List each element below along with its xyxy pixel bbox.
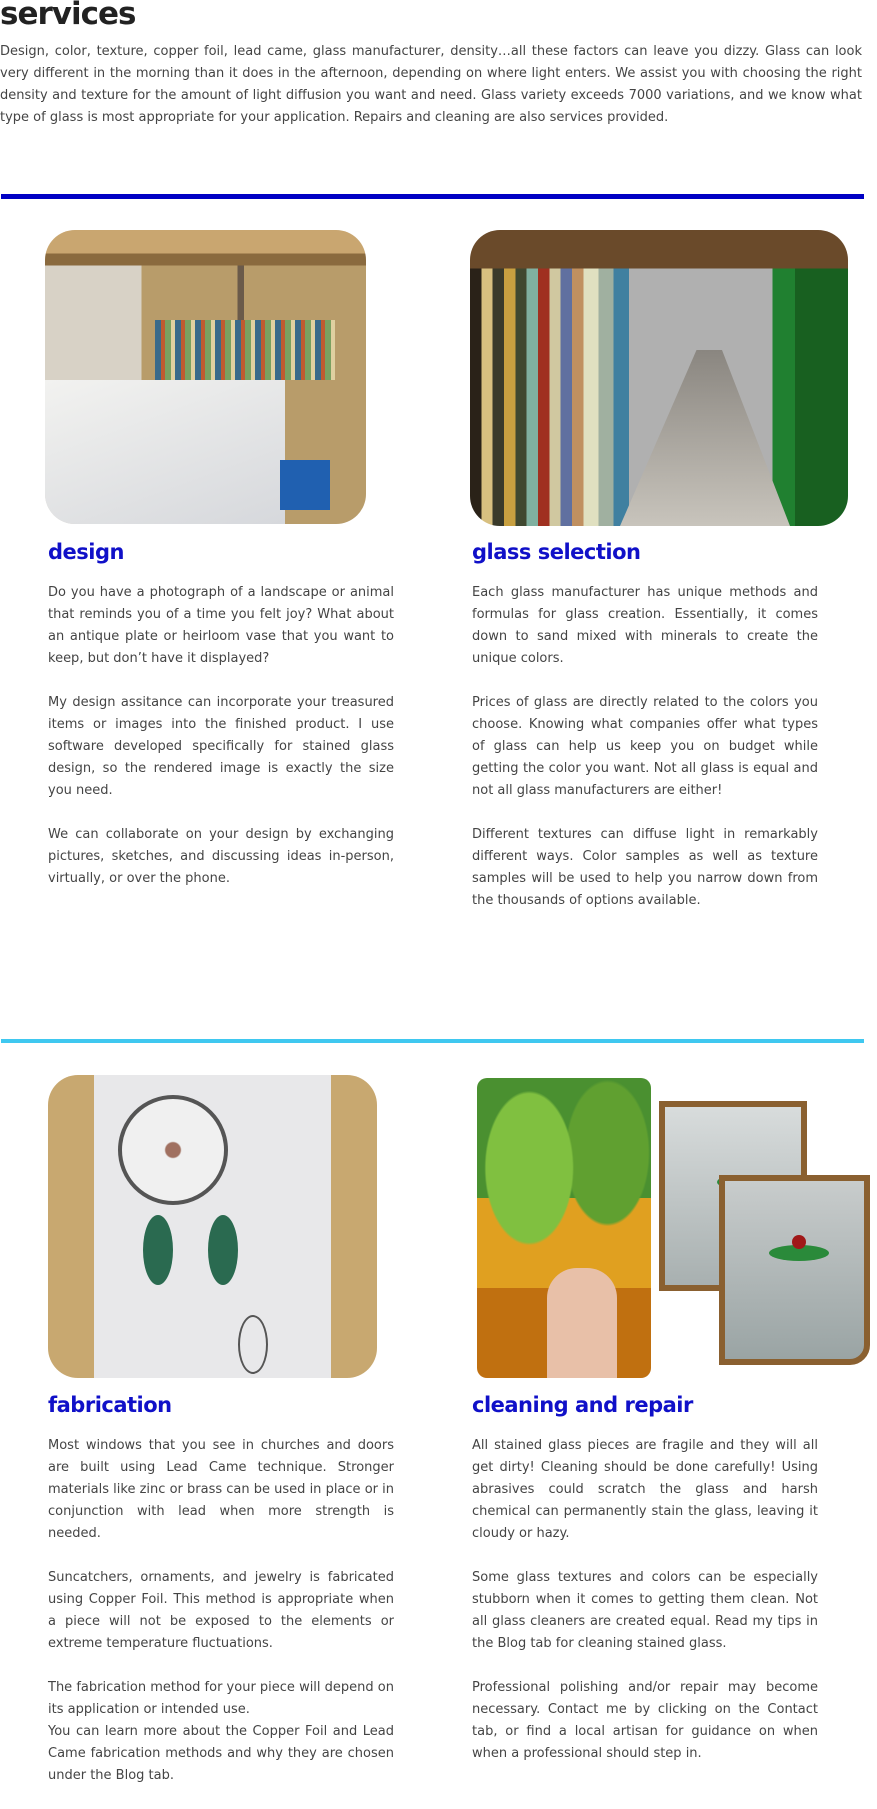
fabrication-text	[48, 1435, 394, 1809]
cleaning-heading: cleaning and repair	[472, 1393, 693, 1417]
divider-top	[1, 194, 864, 199]
design-paragraph: We can collaborate on your design by exchanging pictures, sketches, and discussing ideas in-person, virtually, or over the phone.	[48, 827, 394, 886]
design-paragraph: Do you have a photograph of a landscape or animal that reminds you of a time you felt joy? What about an antique plate or heirloom vase that you want to keep, but don’t have it displayed?	[48, 585, 394, 666]
fabrication-paragraph: The fabrication method for your piece will depend on its application or intended use.	[48, 1680, 394, 1717]
divider-middle	[1, 1039, 864, 1043]
glass-selection-text	[472, 582, 818, 934]
fabrication-paragraph: Most windows that you see in churches and doors are built using Lead Came technique. Stronger materials like zinc or brass can be used in place or in conjunction with lead when more strength is needed.	[48, 1438, 394, 1541]
design-workshop-photo	[45, 230, 366, 524]
glass-selection-paragraph: Different textures can diffuse light in remarkably different ways. Color samples as well as texture samples will be used to help you narrow down from the thousands of options available.	[472, 827, 818, 908]
cleaning-glass-photo	[477, 1078, 651, 1378]
cleaning-paragraph: Professional polishing and/or repair may become necessary. Contact me by clicking on the Contact tab, or find a local artisan for guidance on when when a professional should step in.	[472, 1680, 818, 1761]
fabrication-dreamcatcher-photo	[48, 1075, 377, 1378]
design-paragraph: My design assitance can incorporate your treasured items or images into the finished product. I use software developed specifically for stained glass design, so the rendered image is exactly the size you need.	[48, 695, 394, 798]
intro-paragraph: Design, color, texture, copper foil, lead came, glass manufacturer, density…all these factors can leave you dizzy. Glass can look very different in the morning than it does in the afternoon, depending on where light enters. We assist you with choosing the right density and texture for the amount of light diffusion you want and need. Glass variety exceeds 7000 variations, and we know what type of glass is most appropriate for your application. Repairs and cleaning are also services provided.	[0, 44, 862, 125]
design-text	[48, 582, 394, 912]
glass-selection-heading: glass selection	[472, 540, 641, 564]
fabrication-paragraph: You can learn more about the Copper Foil and Lead Came fabrication methods and why they are chosen under the Blog tab.	[48, 1724, 394, 1783]
design-heading: design	[48, 540, 124, 564]
cleaning-paragraph: Some glass textures and colors can be especially stubborn when it comes to getting them clean. Not all glass cleaners are created equal. Read my tips in the Blog tab for cleaning stained glass.	[472, 1570, 818, 1651]
fabrication-paragraph: Suncatchers, ornaments, and jewelry is fabricated using Copper Foil. This method is appropriate when a piece will not be exposed to the elements or extreme temperature fluctuations.	[48, 1570, 394, 1651]
cleaning-text	[472, 1435, 818, 1787]
glass-selection-paragraph: Each glass manufacturer has unique methods and formulas for glass creation. Essentially, it comes down to sand mixed with minerals to create the unique colors.	[472, 585, 818, 666]
glass-warehouse-photo	[470, 230, 848, 526]
fabrication-heading: fabrication	[48, 1393, 172, 1417]
repaired-windows-photo	[659, 1095, 870, 1365]
cleaning-paragraph: All stained glass pieces are fragile and they will all get dirty! Cleaning should be done carefully! Using abrasives could scratch the glass and harsh chemical can permanently stain the glass, leaving it cloudy or hazy.	[472, 1438, 818, 1541]
page-title: services	[0, 0, 136, 32]
glass-selection-paragraph: Prices of glass are directly related to the colors you choose. Knowing what companies offer what types of glass can help us keep you on budget while getting the color you want. Not all glass is equal and not all glass manufacturers are either!	[472, 695, 818, 798]
